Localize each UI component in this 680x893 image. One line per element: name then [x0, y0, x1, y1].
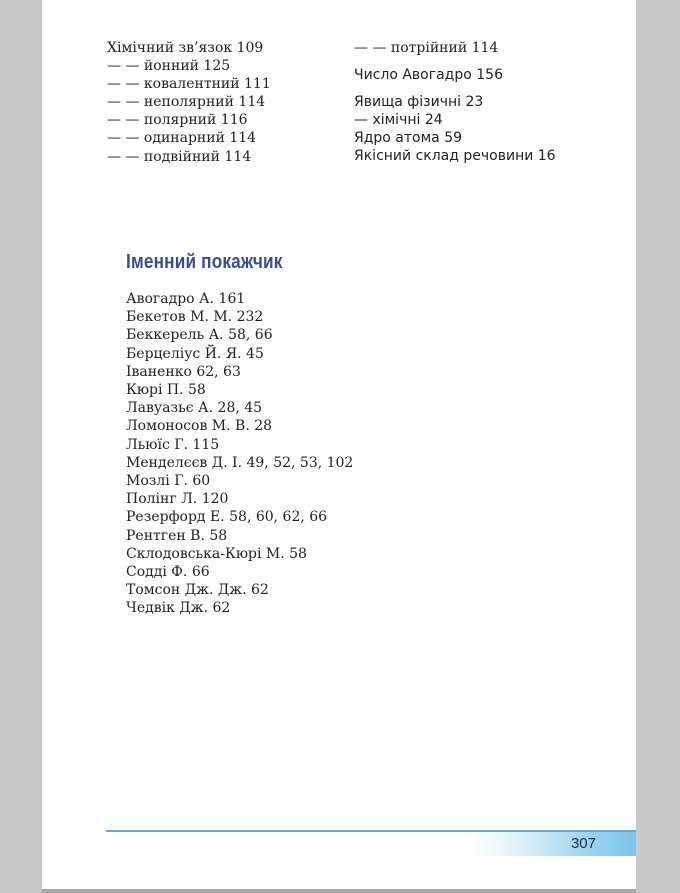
- index-entry: — — одинарний 114: [107, 130, 257, 147]
- index-entry: — — подвійний 114: [107, 148, 252, 165]
- name-entry: Содді Ф. 66: [126, 564, 210, 581]
- name-entry: Авогадро А. 161: [126, 291, 246, 307]
- index-entry: Ядро атома 59: [354, 130, 463, 147]
- name-entry: Резерфорд Е. 58, 60, 62, 66: [126, 509, 328, 526]
- index-entry: Явища фізичні 23: [354, 94, 484, 111]
- name-entry: Кюрі П. 58: [126, 382, 206, 399]
- name-entry: Мозлі Г. 60: [126, 473, 211, 490]
- subject-index-right-column: [354, 39, 614, 166]
- name-entry: Полінг Л. 120: [126, 491, 229, 508]
- page-number: 307: [570, 835, 596, 852]
- name-entry: Чедвік Дж. 62: [126, 600, 231, 617]
- index-entry: Число Авогадро 156: [354, 67, 503, 84]
- index-entry: — — неполярний 114: [107, 94, 266, 111]
- name-entry: Менделєєв Д. І. 49, 52, 53, 102: [126, 454, 354, 471]
- bottom-page-edge: [42, 889, 636, 893]
- name-entry: Бекетов М. М. 232: [126, 309, 264, 326]
- index-entry: Якісний склад речовини 16: [354, 148, 556, 165]
- name-index-heading: Іменний покажчик: [126, 251, 283, 273]
- name-entry: Берцеліус Й. Я. 45: [126, 345, 264, 362]
- name-entry: Іваненко 62, 63: [126, 363, 241, 380]
- name-entry: Томсон Дж. Дж. 62: [126, 582, 269, 599]
- index-entry: — хімічні 24: [354, 112, 443, 129]
- index-entry: — — потрійний 114: [354, 40, 499, 56]
- index-entry: Хімічний зв’язок 109: [107, 40, 264, 56]
- name-entry: Беккерель А. 58, 66: [126, 327, 273, 344]
- name-entry: Рентген В. 58: [126, 527, 228, 544]
- name-entry: Льюїс Г. 115: [126, 436, 220, 453]
- name-entry: Склодовська-Кюрі М. 58: [126, 545, 307, 562]
- right-page-margin: [636, 0, 680, 893]
- index-entry: — — ковалентний 111: [107, 76, 271, 93]
- name-entry: Лавуазьє А. 28, 45: [126, 400, 263, 417]
- index-entry: — — йонний 125: [107, 58, 231, 75]
- page-number-tab: [470, 832, 636, 856]
- left-page-margin: [0, 0, 42, 893]
- index-entry: — — полярний 116: [107, 112, 248, 129]
- subject-index-left-column: [107, 39, 347, 166]
- name-entry: Ломоносов М. В. 28: [126, 418, 273, 435]
- name-index-list: [126, 290, 353, 618]
